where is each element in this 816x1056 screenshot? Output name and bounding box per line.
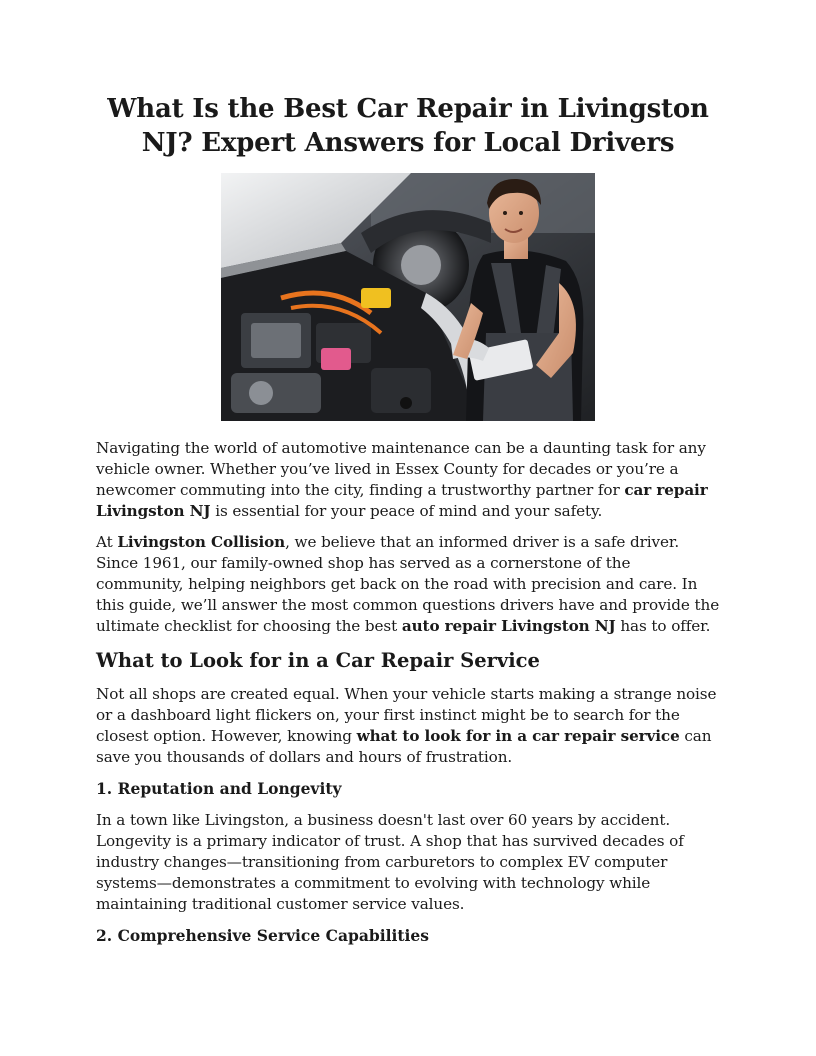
point-1-heading: 1. Reputation and Longevity xyxy=(96,779,342,798)
article xyxy=(96,92,720,947)
point-2-heading: 2. Comprehensive Service Capabilities xyxy=(96,926,430,945)
section-heading: What to Look for in a Car Repair Service xyxy=(96,649,540,672)
intro-text-1: Navigating the world of automotive maintenance can be a daunting task for any vehicle owner. Whether you’ve lived in Essex County for decades or you’re a newcomer commuting into the city, finding a trustworthy partner for xyxy=(96,439,706,499)
mechanic-photo-icon xyxy=(221,173,595,421)
title-line-1: What Is the Best Car Repair in Livingston xyxy=(107,94,709,124)
point-1-paragraph: In a town like Livingston, a business doesn't last over 60 years by accident. Longevity is a primary indicator of trust. A shop that has survived decades of industry changes—transitioning from carburetors to complex EV computer systems—demonstrates a commitment to evolving with technology while maintaining traditional customer service values. xyxy=(96,811,684,913)
section-text-2: can save you thousands of dollars and hours of frustration. xyxy=(96,727,712,766)
intro-keyword: car repair Livingston NJ xyxy=(96,481,708,520)
about-keyword: auto repair Livingston NJ xyxy=(401,617,616,635)
title-line-2: NJ? Expert Answers for Local Drivers xyxy=(141,128,675,158)
about-text-2: , we believe that an informed driver is a safe driver. Since 1961, our family-owned shop has served as a cornerstone of the community, helping neighbors get back on the road with precision and care. In this guide, we’ll answer the most common questions drivers have and provide the ultimate checklist for choosing the best xyxy=(96,533,720,635)
section-text-1: Not all shops are created equal. When your vehicle starts making a strange noise or a dashboard light flickers on, your first instinct might be to search for the closest option. However, knowing xyxy=(96,685,717,745)
about-company-name: Livingston Collision xyxy=(117,533,286,551)
about-paragraph xyxy=(96,532,720,637)
intro-text-2: is essential for your peace of mind and your safety. xyxy=(210,502,603,520)
article-title xyxy=(96,92,720,160)
section-paragraph xyxy=(96,684,720,768)
hero-image xyxy=(221,173,595,421)
intro-paragraph xyxy=(96,438,720,522)
about-text-3: has to offer. xyxy=(615,617,711,635)
section-keyword: what to look for in a car repair service xyxy=(356,727,680,745)
about-text-1: At xyxy=(96,533,118,551)
